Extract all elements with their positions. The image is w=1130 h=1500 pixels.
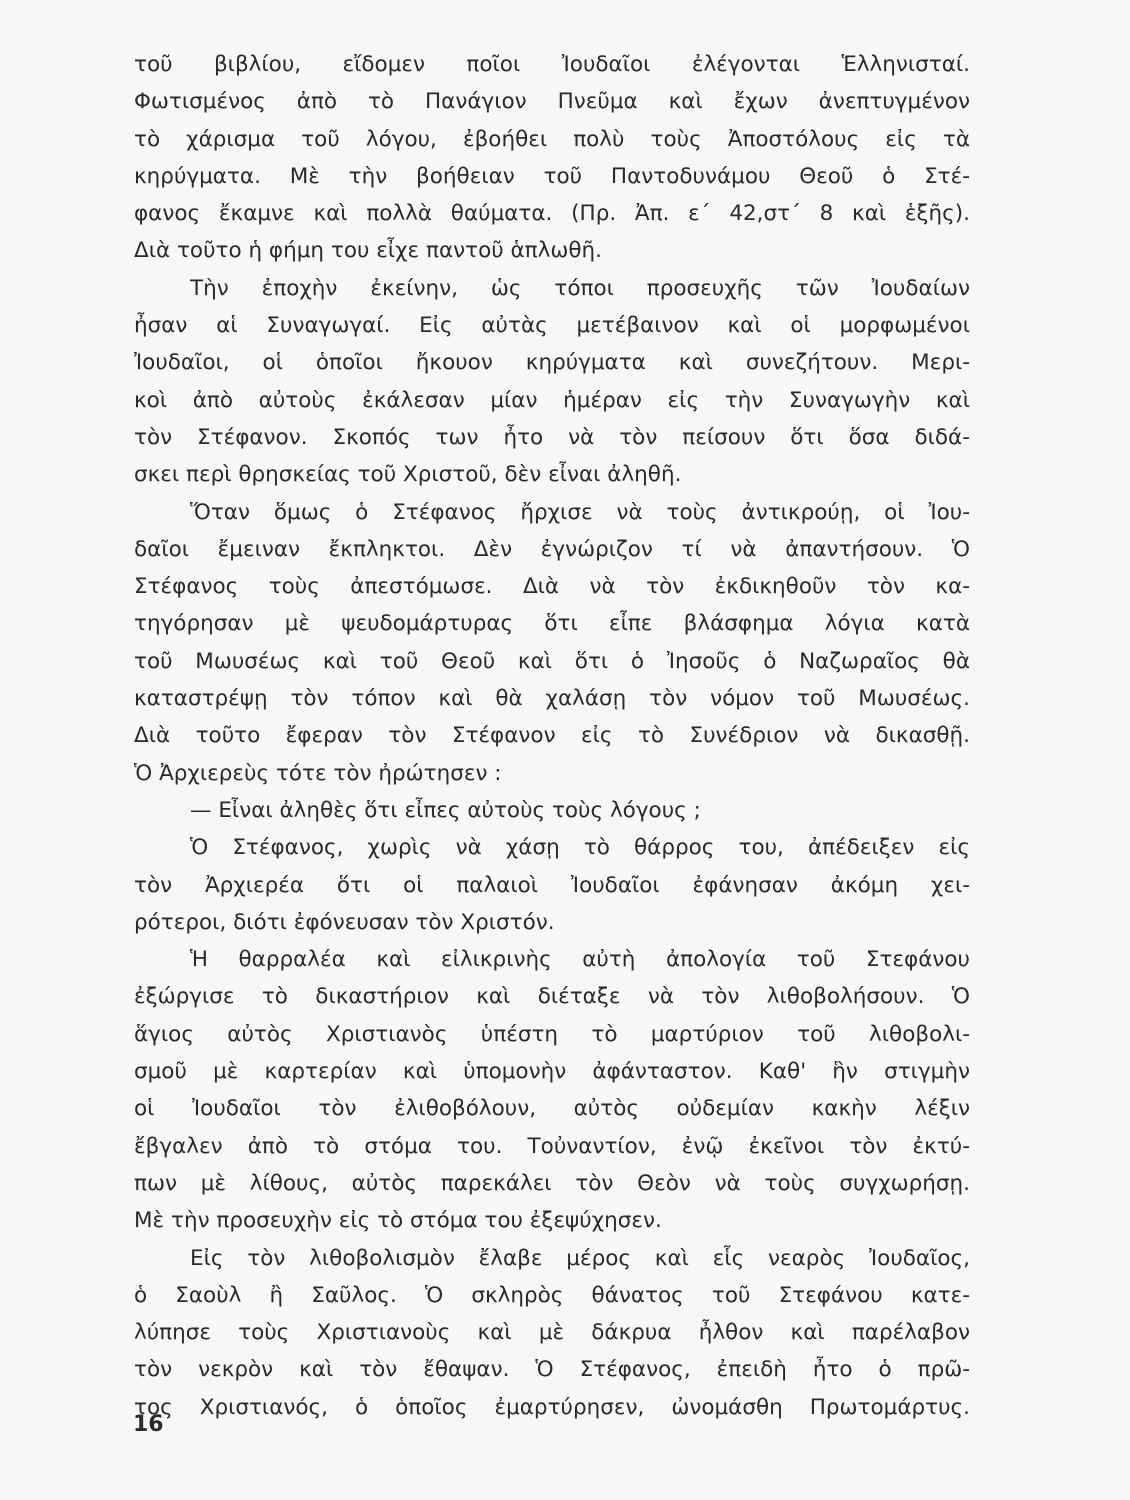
text-line: Ἰουδαῖοι, οἱ ὁποῖοι ἤκουον κηρύγματα καὶ συνεζήτουν. Μερι- (134, 350, 970, 376)
text-line: Ὁ Στέφανος, χωρὶς νὰ χάσῃ τὸ θάρρος του, ἀπέδειξεν εἰς (190, 835, 970, 861)
text-line: ἅγιος αὐτὸς Χριστιανὸς ὑπέστη τὸ μαρτύριον τοῦ λιθοβολι- (134, 1021, 970, 1047)
text-line: Εἰς τὸν λιθοβολισμὸν ἔλαβε μέρος καὶ εἷς νεαρὸς Ἰουδαῖος, (190, 1245, 970, 1271)
text-line: Ἡ θαρραλέα καὶ εἰλικρινὴς αὐτὴ ἀπολογία τοῦ Στεφάνου (190, 947, 970, 973)
text-line: ἔβγαλεν ἀπὸ τὸ στόμα του. Τοὐναντίον, ἐνῷ ἐκεῖνοι τὸν ἐκτύ- (134, 1133, 970, 1159)
text-line: τοῦ Μωυσέως καὶ τοῦ Θεοῦ καὶ ὅτι ὁ Ἰησοῦς ὁ Ναζωραῖος θὰ (134, 648, 970, 674)
text-line: Μὲ τὴν προσευχὴν εἰς τὸ στόμα του ἐξεψύχησεν. (134, 1208, 662, 1234)
text-line: τος Χριστιανός, ὁ ὁποῖος ἐμαρτύρησεν, ὠνομάσθη Πρωτομάρτυς. (134, 1394, 970, 1420)
text-line: δαῖοι ἔμειναν ἔκπληκτοι. Δὲν ἐγνώριζον τί νὰ ἀπαντήσουν. Ὁ (134, 536, 970, 562)
page-number: 16 (133, 1412, 164, 1437)
text-line: τοῦ βιβλίου, εἴδομεν ποῖοι Ἰουδαῖοι ἐλέγονται Ἑλληνισταί. (134, 52, 970, 77)
text-line: ἦσαν αἱ Συναγωγαί. Εἰς αὐτὰς μετέβαινον καὶ οἱ μορφωμένοι (134, 313, 970, 339)
text-line: τηγόρησαν μὲ ψευδομάρτυρας ὅτι εἶπε βλάσφημα λόγια κατὰ (134, 611, 970, 637)
text-line: τὸν νεκρὸν καὶ τὸν ἔθαψαν. Ὁ Στέφανος, ἐπειδὴ ἦτο ὁ πρῶ- (134, 1357, 970, 1383)
text-line: ἐξώργισε τὸ δικαστήριον καὶ διέταξε νὰ τὸν λιθοβολήσουν. Ὁ (134, 984, 970, 1010)
text-line: ρότεροι, διότι ἐφόνευσαν τὸν Χριστόν. (134, 909, 555, 935)
text-line: Φωτισμένος ἀπὸ τὸ Πανάγιον Πνεῦμα καὶ ἔχων ἀνεπτυγμένον (134, 89, 970, 115)
text-line: τὸ χάρισμα τοῦ λόγου, ἐβοήθει πολὺ τοὺς Ἀποστόλους εἰς τὰ (134, 126, 970, 152)
text-line: Ὁ Ἀρχιερεὺς τότε τὸν ἠρώτησεν : (134, 760, 502, 786)
text-line: φανος ἔκαμνε καὶ πολλὰ θαύματα. (Πρ. Ἀπ. ε΄ 42,στ΄ 8 καὶ ἑξῆς). (134, 201, 970, 227)
text-line: οἱ Ἰουδαῖοι τὸν ἐλιθοβόλουν, αὐτὸς οὐδεμίαν κακὴν λέξιν (134, 1096, 970, 1122)
text-line: — Εἶναι ἀληθὲς ὅτι εἶπες αὐτοὺς τοὺς λόγους ; (190, 797, 701, 823)
text-line: κηρύγματα. Μὲ τὴν βοήθειαν τοῦ Παντοδυνάμου Θεοῦ ὁ Στέ- (134, 163, 970, 189)
text-line: καταστρέψῃ τὸν τόπον καὶ θὰ χαλάσῃ τὸν νόμον τοῦ Μωυσέως. (134, 686, 970, 712)
text-line: σμοῦ μὲ καρτερίαν καὶ ὑπομονὴν ἀφάνταστον. Καθ' ἣν στιγμὴν (134, 1059, 970, 1085)
text-line: Ὅταν ὅμως ὁ Στέφανος ἤρχισε νὰ τοὺς ἀντικρούῃ, οἱ Ἰου- (190, 499, 970, 525)
text-line: Τὴν ἐποχὴν ἐκείνην, ὡς τόποι προσευχῆς τῶν Ἰουδαίων (190, 275, 970, 301)
text-line: Διὰ τοῦτο ἡ φήμη του εἶχε παντοῦ ἁπλωθῆ. (134, 238, 602, 264)
text-line: σκει περὶ θρησκείας τοῦ Χριστοῦ, δὲν εἶναι ἀληθῆ. (134, 462, 682, 488)
text-line: τὸν Στέφανον. Σκοπός των ἦτο νὰ τὸν πείσουν ὅτι ὅσα διδά- (134, 424, 970, 450)
text-line: Στέφανος τοὺς ἀπεστόμωσε. Διὰ νὰ τὸν ἐκδικηθοῦν τὸν κα- (134, 574, 970, 600)
text-line: τὸν Ἀρχιερέα ὅτι οἱ παλαιοὶ Ἰουδαῖοι ἐφάνησαν ἀκόμη χει- (134, 872, 970, 898)
body-text (134, 46, 970, 1426)
text-line: λύπησε τοὺς Χριστιανοὺς καὶ μὲ δάκρυα ἦλθον καὶ παρέλαβον (134, 1320, 970, 1346)
text-line: πων μὲ λίθους, αὐτὸς παρεκάλει τὸν Θεὸν νὰ τοὺς συγχωρήσῃ. (134, 1170, 970, 1196)
text-line: κοὶ ἀπὸ αὐτοὺς ἐκάλεσαν μίαν ἡμέραν εἰς τὴν Συναγωγὴν καὶ (134, 387, 970, 413)
text-line: Διὰ τοῦτο ἔφεραν τὸν Στέφανον εἰς τὸ Συνέδριον νὰ δικασθῇ. (134, 723, 970, 749)
text-line: ὁ Σαοὺλ ἢ Σαῦλος. Ὁ σκληρὸς θάνατος τοῦ Στεφάνου κατε- (134, 1282, 970, 1308)
